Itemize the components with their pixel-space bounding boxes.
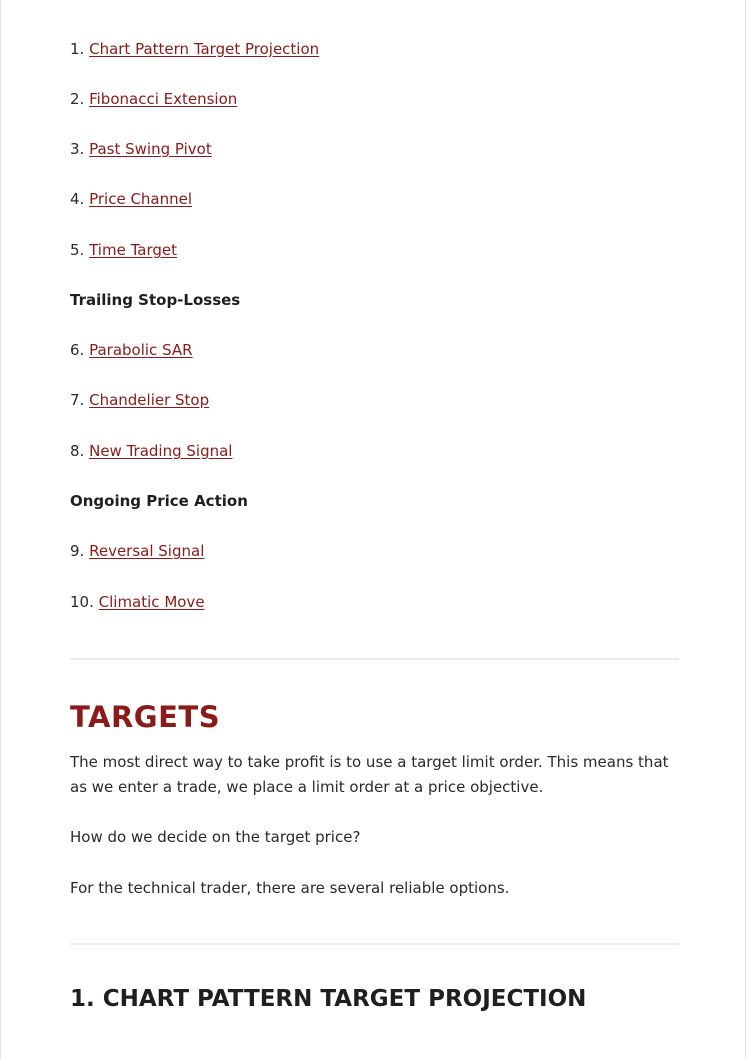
list-number: 1. <box>70 40 85 58</box>
list-item <box>70 39 319 59</box>
subheading-ongoing-price-action: Ongoing Price Action <box>70 492 248 510</box>
list-item <box>70 139 212 159</box>
section-heading-chart-pattern-target-projection: 1. CHART PATTERN TARGET PROJECTION <box>70 986 587 1012</box>
link-time-target[interactable]: Time Target <box>89 241 177 259</box>
subheading-trailing-stop-losses: Trailing Stop-Losses <box>70 291 241 309</box>
list-item <box>70 441 232 461</box>
list-number: 4. <box>70 190 85 208</box>
paragraph: How do we decide on the target price? <box>70 828 361 846</box>
list-item <box>70 592 205 612</box>
link-chart-pattern-target-projection[interactable]: Chart Pattern Target Projection <box>89 40 320 58</box>
section-divider <box>70 658 679 660</box>
list-item <box>70 89 237 109</box>
list-number: 8. <box>70 442 85 460</box>
link-climatic-move[interactable]: Climatic Move <box>98 593 205 611</box>
section-heading-targets: TARGETS <box>70 700 221 734</box>
paragraph: The most direct way to take profit is to use a target limit order. This means that as we enter a trade, we place a limit order at a price objective. <box>70 753 669 796</box>
link-parabolic-sar[interactable]: Parabolic SAR <box>89 341 193 359</box>
list-number: 2. <box>70 90 85 108</box>
list-number: 9. <box>70 542 85 560</box>
link-price-channel[interactable]: Price Channel <box>89 190 193 208</box>
section-divider <box>70 943 679 945</box>
link-fibonacci-extension[interactable]: Fibonacci Extension <box>89 90 238 108</box>
list-number: 7. <box>70 391 85 409</box>
link-chandelier-stop[interactable]: Chandelier Stop <box>89 391 210 409</box>
list-item <box>70 240 177 260</box>
link-reversal-signal[interactable]: Reversal Signal <box>89 542 205 560</box>
list-number: 5. <box>70 241 85 259</box>
paragraph: For the technical trader, there are several reliable options. <box>70 879 510 897</box>
list-number: 10. <box>70 593 94 611</box>
list-number: 3. <box>70 140 85 158</box>
list-item <box>70 340 193 360</box>
list-item <box>70 541 204 561</box>
list-number: 6. <box>70 341 85 359</box>
link-past-swing-pivot[interactable]: Past Swing Pivot <box>89 140 212 158</box>
list-item <box>70 189 192 209</box>
list-item <box>70 390 209 410</box>
link-new-trading-signal[interactable]: New Trading Signal <box>89 442 233 460</box>
